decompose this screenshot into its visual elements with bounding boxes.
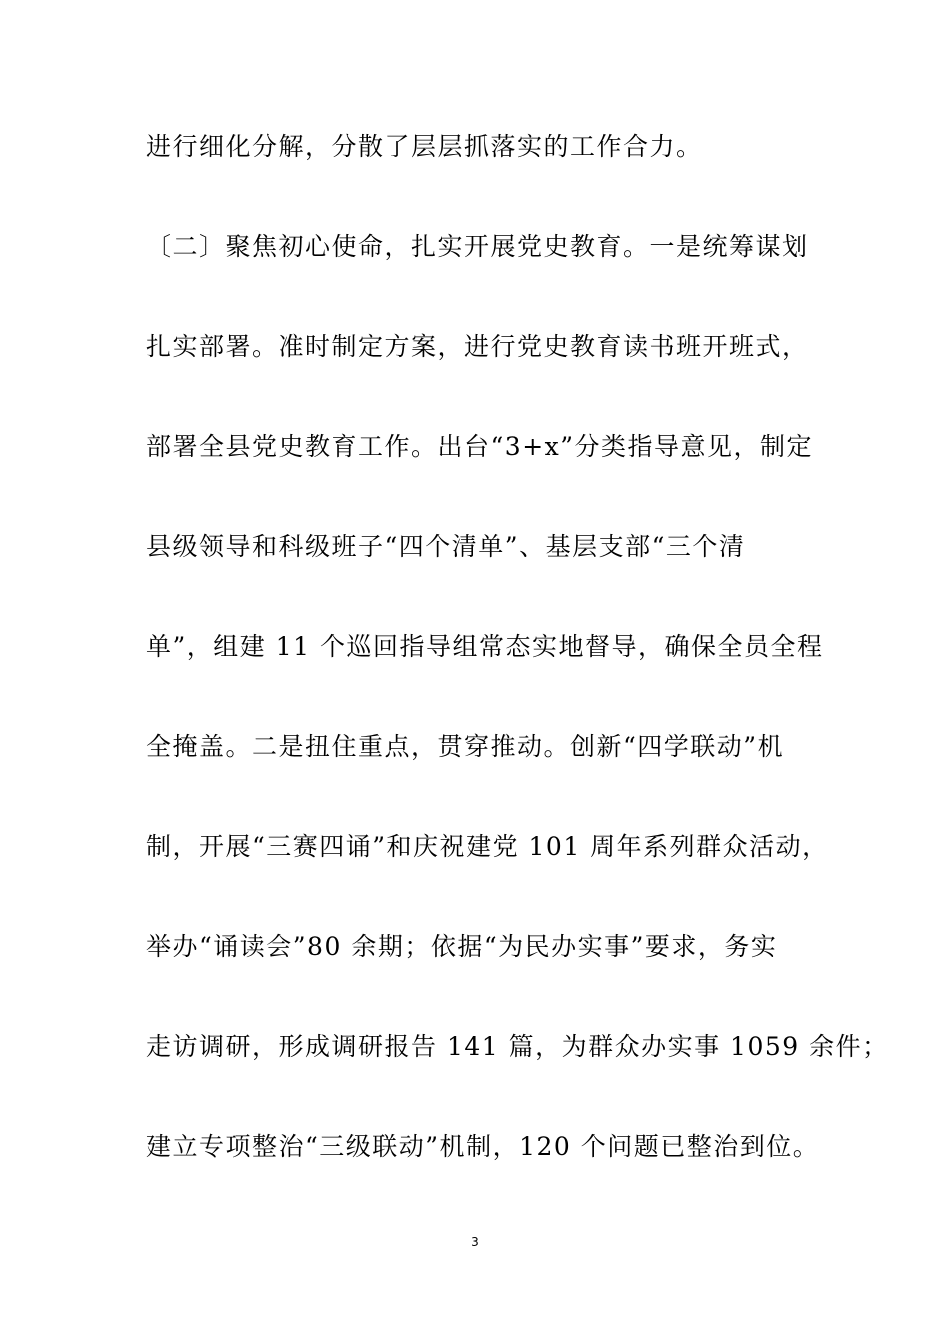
body-text-line: 进行细化分解，分散了层层抓落实的工作合力。	[146, 132, 703, 161]
body-text-line: 县级领导和科级班子“四个清单”、基层支部“三个清	[146, 532, 746, 561]
body-text-line: 举办“诵读会”80 余期；依据“为民办实事”要求，务实	[146, 932, 778, 961]
page-number: 3	[471, 1235, 479, 1249]
body-text-line: 走访调研，形成调研报告 141 篇，为群众办实事 1059 余件；	[146, 1032, 889, 1061]
body-text-line: 单”，组建 11 个巡回指导组常态实地督导，确保全员全程	[146, 632, 824, 661]
body-text-line: 部署全县党史教育工作。出台“3+x”分类指导意见，制定	[146, 432, 814, 461]
section-heading-line: 〔二〕聚焦初心使命，扎实开展党史教育。一是统筹谋划	[146, 232, 809, 261]
body-text-line: 建立专项整治“三级联动”机制，120 个问题已整治到位。	[146, 1132, 820, 1161]
body-text-line: 制，开展“三赛四诵”和庆祝建党 101 周年系列群众活动，	[146, 832, 829, 861]
body-text-line: 扎实部署。准时制定方案，进行党史教育读书班开班式，	[146, 332, 809, 361]
body-text-line: 全掩盖。二是扭住重点，贯穿推动。创新“四学联动”机	[146, 732, 785, 761]
